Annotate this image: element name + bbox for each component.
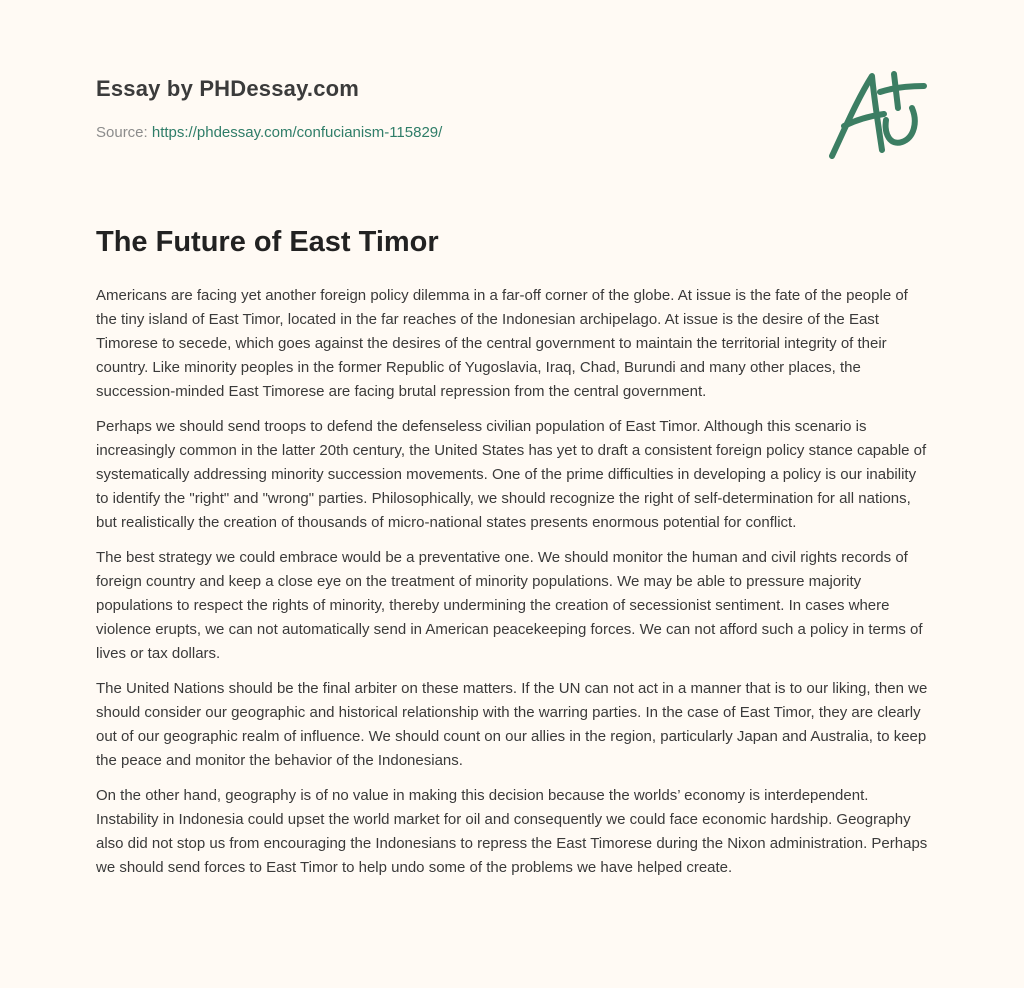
page-header bbox=[96, 76, 928, 176]
source-link[interactable]: https://phdessay.com/confucianism-115829/ bbox=[151, 124, 443, 141]
essay-title: The Future of East Timor bbox=[96, 226, 439, 258]
essay-body bbox=[96, 284, 928, 891]
essay-paragraph: Perhaps we should send troops to defend the defenseless civilian population of East Timor. Although this scenario is increasingly common in the latter 20th century, the United States has yet to draft a consistent foreign policy stance capable of systematically addressing minority succession movements. One of the prime difficulties in developing a policy is our inability to identify the "right" and "wrong" parties. Philosophically, we should recognize the right of self-determination for all nations, but realistically the creation of thousands of micro-national states presents enormous potential for conflict. bbox=[96, 418, 927, 531]
essay-paragraph: The United Nations should be the final arbiter on these matters. If the UN can not act in a manner that is to our liking, then we should consider our geographic and historical relationship with the warring parties. In the case of East Timor, they are clearly out of our geographic realm of influence. We should count on our allies in the region, particularly Japan and Australia, to keep the peace and monitor the behavior of the Indonesians. bbox=[96, 680, 928, 769]
essay-paragraph: The best strategy we could embrace would be a preventative one. We should monitor the human and civil rights records of foreign country and keep a close eye on the treatment of minority populations. We may be able to pressure majority populations to respect the rights of minority, thereby undermining the creation of secessionist sentiment. In cases where violence erupts, we can not automatically send in American peacekeeping forces. We can not afford such a policy in terms of lives or tax dollars. bbox=[96, 549, 923, 662]
a-plus-logo-icon bbox=[828, 68, 928, 164]
source-line bbox=[96, 124, 442, 141]
essay-paragraph: Americans are facing yet another foreign policy dilemma in a far-off corner of the globe. At issue is the fate of the people of the tiny island of East Timor, located in the far reaches of the Indonesian archipelago. At issue is the desire of the East Timorese to secede, which goes against the desires of the central government to maintain the territorial integrity of their country. Like minority peoples in the former Republic of Yugoslavia, Iraq, Chad, Burundi and many other places, the succession-minded East Timorese are facing brutal repression from the central government. bbox=[96, 287, 908, 400]
essay-paragraph: On the other hand, geography is of no value in making this decision because the worlds’ economy is interdependent. Instability in Indonesia could upset the world market for oil and consequently we could face economic hardship. Geography also did not stop us from encouraging the Indonesians to repress the East Timorese during the Nixon administration. Perhaps we should send forces to East Timor to help undo some of the problems we have helped create. bbox=[96, 787, 928, 876]
site-title: Essay by PHDessay.com bbox=[96, 76, 360, 101]
source-label: Source: bbox=[96, 124, 152, 141]
